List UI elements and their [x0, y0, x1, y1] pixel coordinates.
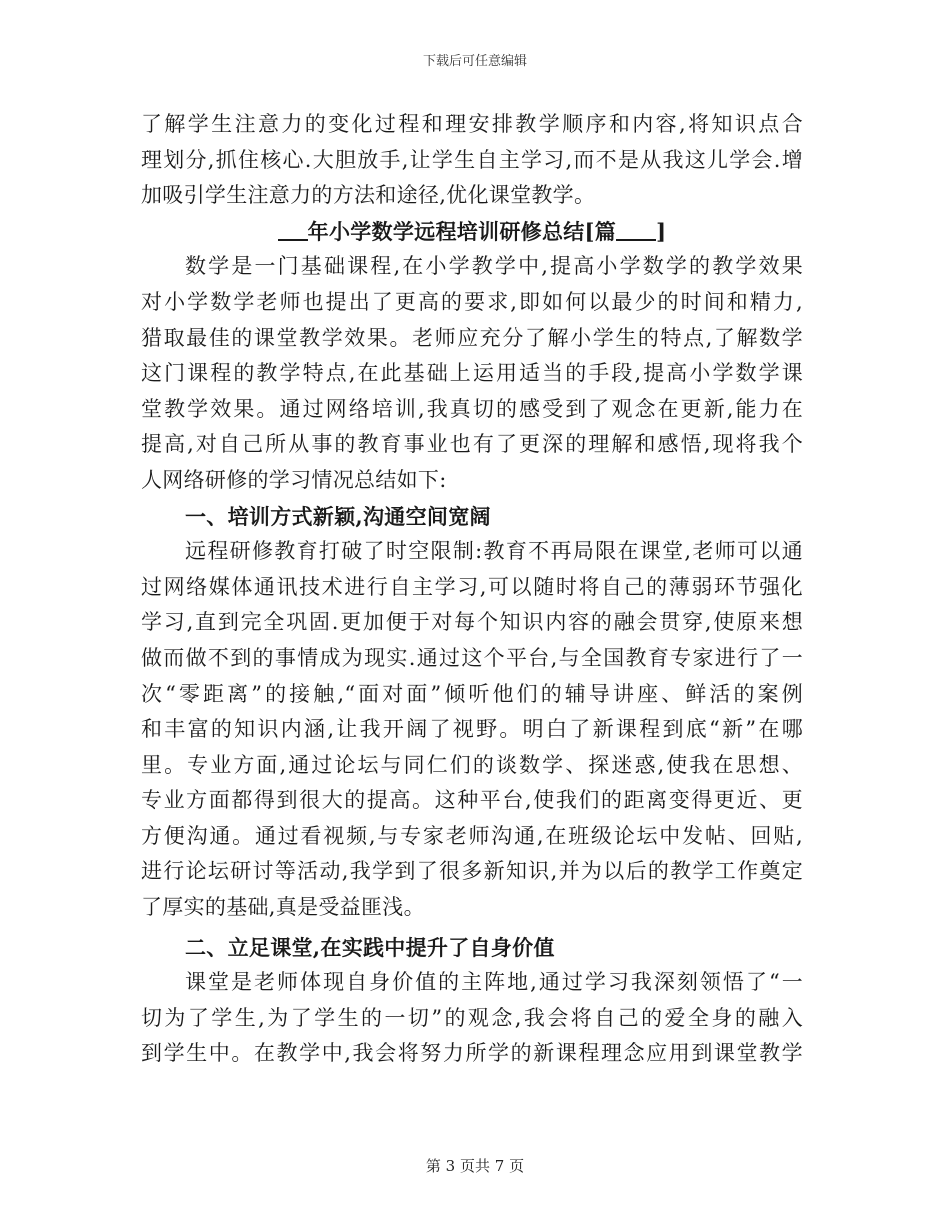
text-line: 数学是一门基础课程,在小学教学中,提高小学数学的教学效果 [185, 254, 803, 279]
text-line: 过网络媒体通讯技术进行自主学习,可以随时将自己的薄弱环节强化 [141, 574, 803, 599]
text-line: 专业方面都得到很大的提高。这种平台,使我们的距离变得更近、更 [141, 788, 803, 813]
paragraph-2 [141, 534, 803, 926]
text-line: 次“零距离”的接触,“面对面”倾听他们的辅导讲座、鲜活的案例 [141, 681, 803, 706]
text-line: 对小学数学老师也提出了更高的要求,即如何以最少的时间和精力, [141, 289, 803, 314]
text-line: 猎取最佳的课堂教学效果。老师应充分了解小学生的特点,了解数学 [141, 325, 803, 350]
title-blank-2 [616, 217, 656, 241]
text-line: 加吸引学生注意力的方法和途径,优化课堂教学。 [141, 183, 596, 208]
section-heading-2: 二、立足课堂,在实践中提升了自身价值 [185, 934, 555, 960]
paragraph-0 [141, 107, 803, 214]
text-line: 切为了学生,为了学生的一切”的观念,我会将自己的爱全身的融入 [141, 1005, 803, 1030]
title-blank-1 [278, 217, 308, 241]
text-line: 理划分,抓住核心.大胆放手,让学生自主学习,而不是从我这儿学会.增 [141, 147, 803, 172]
text-line: 远程研修教育打破了时空限制:教育不再局限在课堂,老师可以通 [185, 539, 803, 564]
document-body [141, 107, 803, 1072]
text-line: 方便沟通。通过看视频,与专家老师沟通,在班级论坛中发帖、回贴, [141, 823, 803, 848]
section-title [141, 214, 803, 250]
text-line: 这门课程的教学特点,在此基础上运用适当的手段,提高小学数学课 [141, 361, 803, 386]
text-line: 进行论坛研讨等活动,我学到了很多新知识,并为以后的教学工作奠定 [141, 859, 803, 884]
paragraph-3 [141, 965, 803, 1072]
text-line: 课堂是老师体现自身价值的主阵地,通过学习我深刻领悟了“一 [185, 970, 803, 995]
title-text: 年小学数学远程培训研修总结[篇 [307, 218, 617, 244]
text-line: 里。专业方面,通过论坛与同仁们的谈数学、探迷惑,使我在思想、 [141, 752, 803, 777]
text-line: 和丰富的知识内涵,让我开阔了视野。明白了新课程到底“新”在哪 [141, 717, 803, 742]
text-line: 堂教学效果。通过网络培训,我真切的感受到了观念在更新,能力在 [141, 396, 803, 421]
title-bracket: ] [656, 218, 667, 244]
text-line: 人网络研修的学习情况总结如下: [141, 467, 447, 492]
text-line: 学习,直到完全巩固.更加便于对每个知识内容的融会贯穿,使原来想 [141, 610, 803, 635]
page-header: 下载后可任意编辑 [422, 54, 527, 69]
text-line: 了厚实的基础,真是受益匪浅。 [141, 895, 425, 920]
paragraph-1 [141, 249, 803, 498]
text-line: 做而做不到的事情成为现实.通过这个平台,与全国教育专家进行了一 [141, 645, 803, 670]
page-footer: 第 3 页共 7 页 [425, 1157, 525, 1175]
text-line: 了解学生注意力的变化过程和理安排教学顺序和内容,将知识点合 [141, 112, 803, 136]
text-line: 到学生中。在教学中,我会将努力所学的新课程理念应用到课堂教学 [141, 1041, 803, 1066]
section-heading-1: 一、培训方式新颖,沟通空间宽阔 [185, 503, 491, 529]
text-line: 提高,对自己所从事的教育事业也有了更深的理解和感悟,现将我个 [141, 432, 803, 457]
